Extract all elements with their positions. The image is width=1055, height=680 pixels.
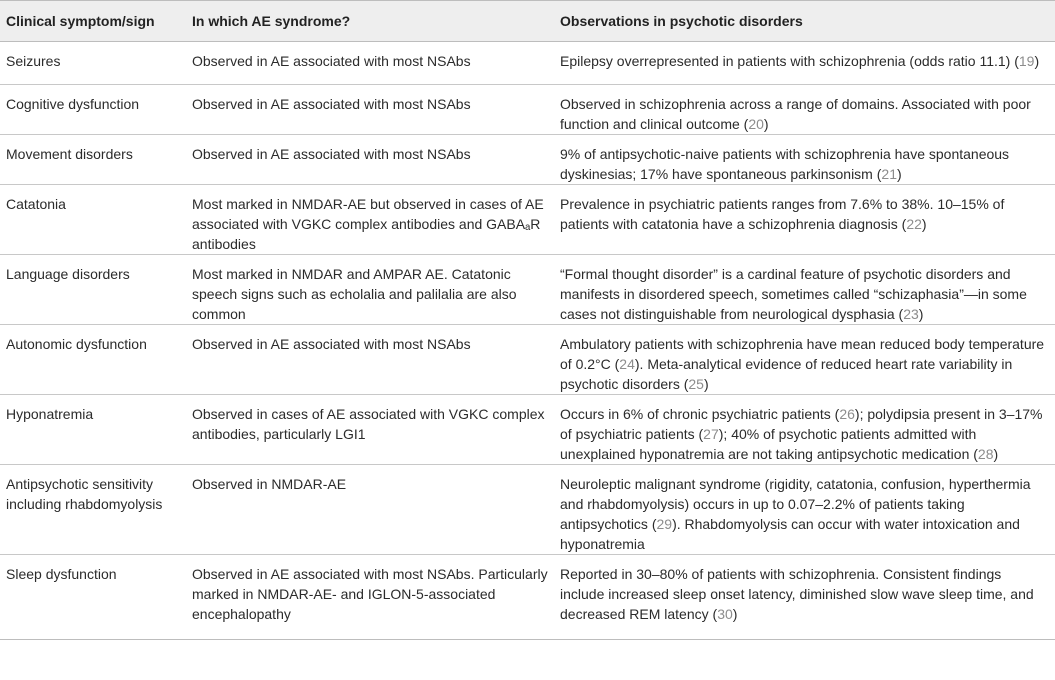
table-row [0, 325, 1055, 395]
syndrome-cell: Observed in AE associated with most NSAbs [186, 325, 554, 395]
syndrome-cell: Most marked in NMDAR-AE but observed in cases of AE associated with VGKC complex antibodies and GABAₐR antibodies [186, 185, 554, 255]
observation-text: Ambulatory patients with schizophrenia have mean reduced body temperature of 0.2°C ( [560, 336, 1045, 372]
observation-text: Neuroleptic malignant syndrome (rigidity, catatonia, confusion, hyperthermia and rhabdomyolysis) occurs in up to 0.07–2.2% of patients taking antipsychotics ( [560, 476, 1031, 532]
symptom-cell: Language disorders [0, 255, 186, 325]
observation-text: ) [921, 216, 927, 232]
observation-text: ). Rhabdomyolysis can occur with water intoxication and hyponatremia [560, 516, 1020, 552]
observation-cell [554, 185, 1055, 255]
symptom-cell: Sleep dysfunction [0, 555, 186, 640]
observation-text: Reported in 30–80% of patients with schizophrenia. Consistent findings include increased sleep onset latency, diminished slow wave sleep time, and decreased REM latency ( [560, 566, 1034, 622]
citation-ref: 26 [839, 406, 855, 422]
table-row [0, 255, 1055, 325]
observation-text: ); 40% of psychotic patients admitted with unexplained hyponatremia are not taking antipsychotic medication ( [560, 426, 978, 462]
observation-text: 9% of antipsychotic-naive patients with schizophrenia have spontaneous dyskinesias; 17% have spontaneous parkinsonism ( [560, 146, 1010, 182]
citation-ref: 20 [748, 116, 764, 132]
observation-text: ) [1034, 53, 1040, 69]
citation-ref: 25 [688, 376, 704, 392]
table-row [0, 85, 1055, 135]
table-body [0, 42, 1055, 640]
observation-text: ); polydipsia present in 3–17% of psychiatric patients ( [560, 406, 1043, 442]
header-ae-syndrome: In which AE syndrome? [186, 1, 554, 42]
observation-text: Observed in schizophrenia across a range of domains. Associated with poor function and clinical outcome ( [560, 96, 1031, 132]
observation-cell [554, 465, 1055, 555]
header-psychotic-observations: Observations in psychotic disorders [554, 1, 1055, 42]
table-header-row [0, 1, 1055, 42]
citation-ref: 30 [717, 606, 733, 622]
citation-ref: 28 [977, 446, 994, 462]
syndrome-cell: Observed in AE associated with most NSAbs [186, 85, 554, 135]
syndrome-cell: Observed in AE associated with most NSAbs [186, 135, 554, 185]
citation-ref: 27 [703, 426, 719, 442]
observation-text: Prevalence in psychiatric patients ranges from 7.6% to 38%. 10–15% of patients with catatonia have a schizophrenia diagnosis ( [560, 196, 1005, 232]
observation-text: ) [993, 446, 999, 462]
syndrome-cell: Observed in AE associated with most NSAbs [186, 42, 554, 85]
observation-cell [554, 42, 1055, 85]
observation-cell [554, 555, 1055, 640]
citation-ref: 21 [881, 166, 897, 182]
table-row [0, 395, 1055, 465]
observation-text: ). Meta-analytical evidence of reduced heart rate variability in psychotic disorders ( [560, 356, 1013, 392]
symptom-cell: Antipsychotic sensitivity including rhabdomyolysis [0, 465, 186, 555]
symptom-cell: Movement disorders [0, 135, 186, 185]
observation-cell [554, 135, 1055, 185]
table-row [0, 135, 1055, 185]
table-row [0, 465, 1055, 555]
citation-ref: 19 [1018, 53, 1035, 69]
observation-text: ) [732, 606, 738, 622]
observation-cell [554, 395, 1055, 465]
observation-text: ) [918, 306, 924, 322]
observation-text: “Formal thought disorder” is a cardinal feature of psychotic disorders and manifests in disordered speech, sometimes called “schizaphasia”—in some cases not distinguishable from neurological dysphasia ( [560, 266, 1027, 322]
observation-cell [554, 325, 1055, 395]
symptom-cell: Autonomic dysfunction [0, 325, 186, 395]
syndrome-cell: Observed in NMDAR-AE [186, 465, 554, 555]
observation-text: Occurs in 6% of chronic psychiatric patients ( [560, 406, 840, 422]
citation-ref: 22 [906, 216, 922, 232]
citation-ref: 24 [619, 356, 635, 372]
syndrome-cell: Observed in cases of AE associated with VGKC complex antibodies, particularly LGI1 [186, 395, 554, 465]
citation-ref: 23 [903, 306, 919, 322]
citation-ref: 29 [656, 516, 673, 532]
symptom-cell: Catatonia [0, 185, 186, 255]
symptom-cell: Seizures [0, 42, 186, 85]
header-clinical-symptom: Clinical symptom/sign [0, 1, 186, 42]
symptom-cell: Cognitive dysfunction [0, 85, 186, 135]
observation-text: ) [703, 376, 709, 392]
observation-text: ) [763, 116, 769, 132]
observation-text: Epilepsy overrepresented in patients with schizophrenia (odds ratio 11.1) ( [560, 53, 1019, 69]
symptom-cell: Hyponatremia [0, 395, 186, 465]
syndrome-cell: Most marked in NMDAR and AMPAR AE. Catatonic speech signs such as echolalia and palilalia are also common [186, 255, 554, 325]
observation-cell [554, 255, 1055, 325]
observation-cell [554, 85, 1055, 135]
table-row [0, 555, 1055, 640]
table-row [0, 185, 1055, 255]
table-row [0, 42, 1055, 85]
observation-text: ) [896, 166, 902, 182]
syndrome-cell: Observed in AE associated with most NSAbs. Particularly marked in NMDAR-AE- and IGLON-5-associated encephalopathy [186, 555, 554, 640]
